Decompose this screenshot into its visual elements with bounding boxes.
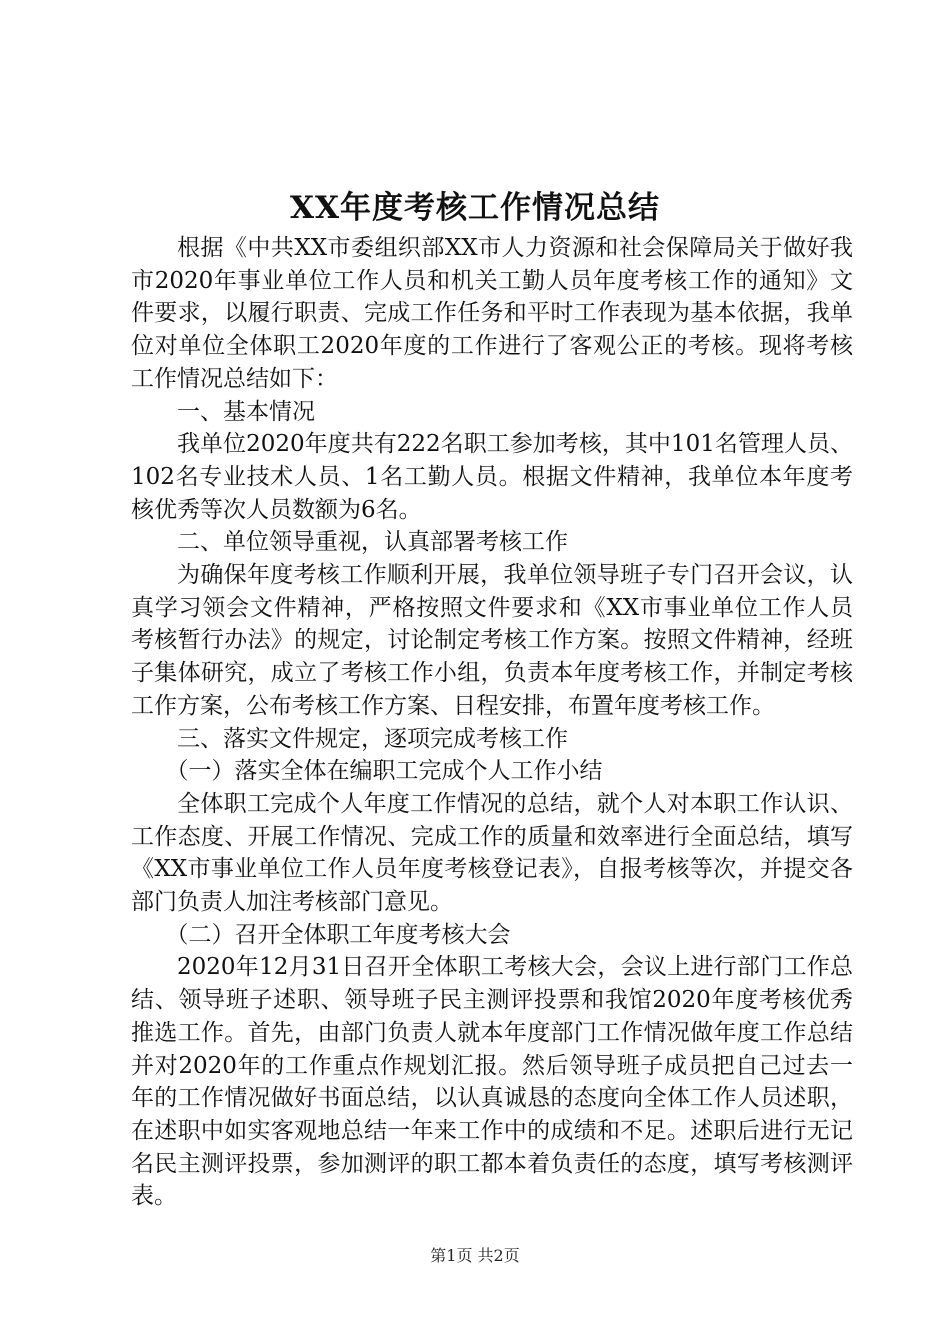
page-number-footer: 第1页 共2页 bbox=[430, 1246, 520, 1265]
section-heading-leadership: 二、单位领导重视，认真部署考核工作 bbox=[177, 529, 568, 556]
leadership-paragraph: 为确保年度考核工作顺利开展，我单位领导班子专门召开会议，认真学习领会文件精神，严格按照文件要求和《XX市事业单位工作人员考核暂行办法》的规定，讨论制定考核工作方案。按照文件精神，经班子集体研究，成立了考核工作小组，负责本年度考核工作，并制定考核工作方案，公布考核工作方案、日程安排，布置年度考核工作。 bbox=[131, 562, 853, 719]
document-title: XX年度考核工作情况总结 bbox=[289, 190, 661, 226]
subsection-heading-assessment-meeting: （二）召开全体职工年度考核大会 bbox=[165, 921, 511, 948]
section-heading-basic-info: 一、基本情况 bbox=[177, 398, 315, 425]
section-heading-implementation: 三、落实文件规定，逐项完成考核工作 bbox=[177, 725, 568, 752]
document-body bbox=[131, 232, 853, 1213]
personal-summary-paragraph: 全体职工完成个人年度工作情况的总结，就个人对本职工作认识、工作态度、开展工作情况、完成工作的质量和效率进行全面总结，填写《XX市事业单位工作人员年度考核登记表》，自报考核等次，并提交各部门负责人加注考核部门意见。 bbox=[131, 790, 853, 916]
subsection-heading-personal-summary: （一）落实全体在编职工完成个人工作小结 bbox=[165, 758, 603, 785]
intro-paragraph: 根据《中共XX市委组织部XX市人力资源和社会保障局关于做好我市2020年事业单位工作人员和机关工勤人员年度考核工作的通知》文件要求，以履行职责、完成工作任务和平时工作表现为基本依据，我单位对单位全体职工2020年度的工作进行了客观公正的考核。现将考核工作情况总结如下： bbox=[131, 235, 853, 392]
basic-info-paragraph: 我单位2020年度共有222名职工参加考核，其中101名管理人员、102名专业技术人员、1名工勤人员。根据文件精神，我单位本年度考核优秀等次人员数额为6名。 bbox=[131, 431, 853, 523]
assessment-meeting-paragraph: 2020年12月31日召开全体职工考核大会，会议上进行部门工作总结、领导班子述职、领导班子民主测评投票和我馆2020年度考核优秀推选工作。首先，由部门负责人就本年度部门工作情况做年度工作总结并对2020年的工作重点作规划汇报。然后领导班子成员把自己过去一年的工作情况做好书面总结，以认真诚恳的态度向全体工作人员述职，在述职中如实客观地总结一年来工作中的成绩和不足。述职后进行无记名民主测评投票，参加测评的职工都本着负责任的态度，填写考核测评表。 bbox=[131, 954, 853, 1210]
